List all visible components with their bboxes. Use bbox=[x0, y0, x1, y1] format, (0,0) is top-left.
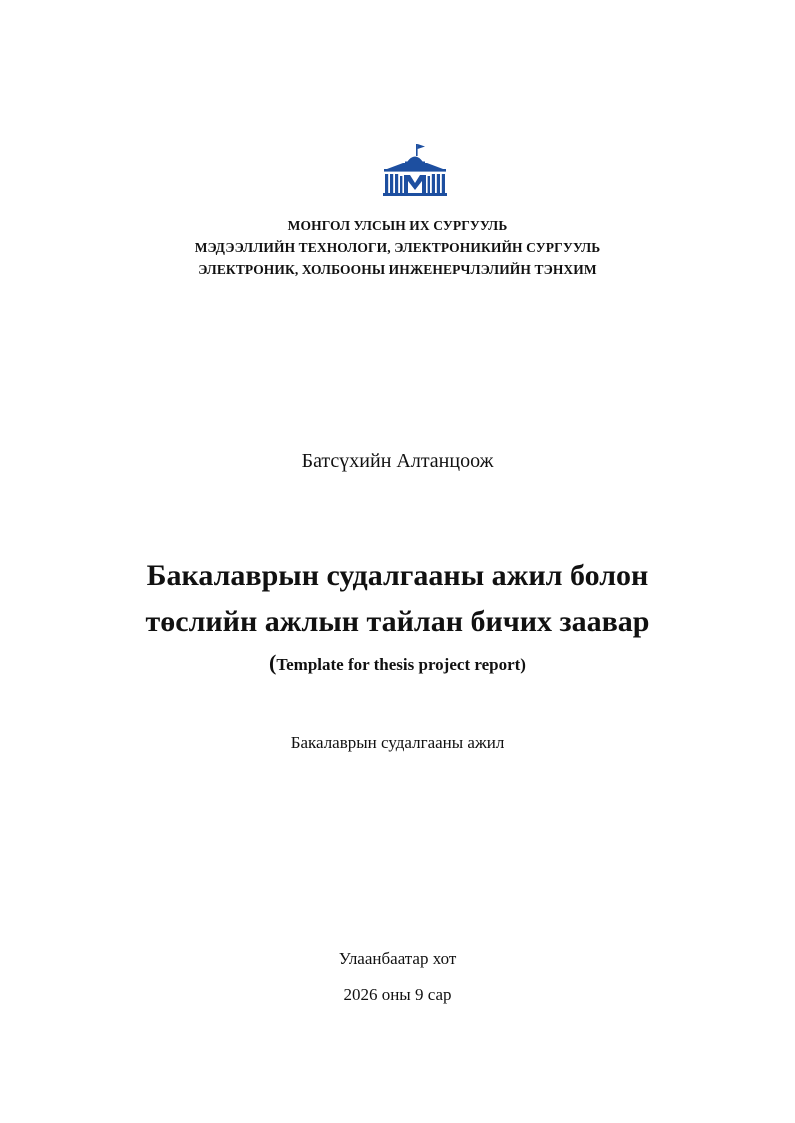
subtitle-text: Template for thesis project report) bbox=[276, 655, 526, 674]
subtitle-open-paren: ( bbox=[269, 650, 277, 675]
thesis-title-line-1: Бакалаврын судалгааны ажил болон bbox=[146, 559, 649, 592]
work-type: Бакалаврын судалгааны ажил bbox=[290, 733, 505, 752]
university-name: МОНГОЛ УЛСЫН ИХ СУРГУУЛЬ bbox=[287, 218, 508, 233]
school-name: МЭДЭЭЛЛИЙН ТЕХНОЛОГИ, ЭЛЕКТРОНИКИЙН СУРГУУЛЬ bbox=[194, 240, 601, 255]
institution-block bbox=[0, 215, 795, 281]
department-name: ЭЛЕКТРОНИК, ХОЛБООНЫ ИНЖЕНЕРЧЛЭЛИЙН ТЭНХИМ bbox=[198, 262, 597, 277]
university-building-logo-icon bbox=[381, 142, 449, 196]
city-name: Улаанбаатар хот bbox=[338, 949, 457, 968]
submission-date: 2026 оны 9 сар bbox=[343, 985, 452, 1004]
thesis-title-line-2: төслийн ажлын тайлан бичих заавар bbox=[145, 605, 650, 638]
author-name: Батсүхийн Алтанцоож bbox=[301, 450, 494, 472]
thesis-title bbox=[0, 553, 795, 645]
thesis-subtitle bbox=[0, 650, 795, 678]
